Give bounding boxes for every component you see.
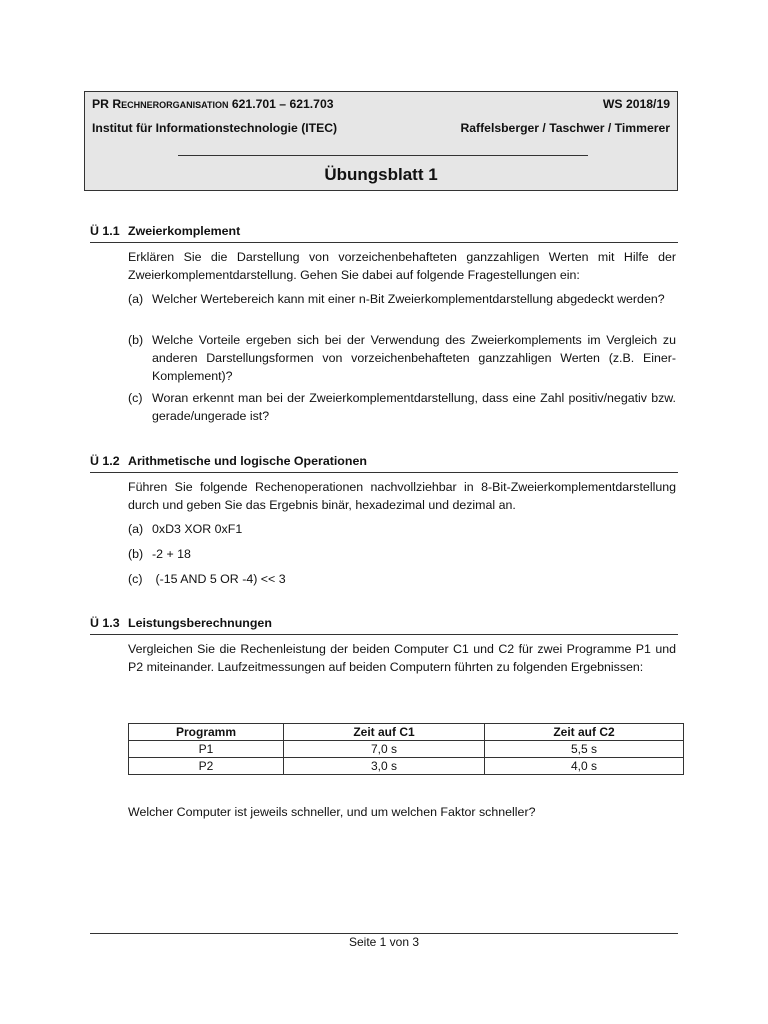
section-heading-1-3 [90,616,678,635]
table-cell: P1 [129,741,284,758]
section-number: Ü 1.1 [90,224,120,238]
table-header-cell: Programm [129,724,284,741]
item-text: 0xD3 XOR 0xF1 [152,522,243,536]
section-number: Ü 1.2 [90,454,120,468]
item-text: Welche Vorteile ergeben sich bei der Verwendung des Zweierkomplements im Vergleich zu anderen Darstellungsformen von vorzeichenbehafteten ganzzahligen Werten (z.B. Einer-Komplement)? [152,333,676,383]
table-row [129,741,684,758]
list-item [128,331,676,385]
page-number: Seite 1 von 3 [348,935,420,949]
item-text: -2 + 18 [152,547,191,561]
section-heading-1-1 [90,224,678,243]
semester: WS 2018/19 [602,97,670,111]
section-intro: Vergleichen Sie die Rechenleistung der beiden Computer C1 und C2 für zwei Programme P1 und P2 miteinander. Laufzeitmessungen auf beiden Computern führten zu folgenden Ergebnissen: [128,642,676,674]
item-text: Welcher Wertebereich kann mit einer n-Bit Zweierkomplementdarstellung abgedeckt werden? [152,292,665,306]
table-header-cell: Zeit auf C1 [284,724,485,741]
section-title: Zweierkomplement [128,224,241,238]
table-cell: 5,5 s [485,741,684,758]
footer-divider [90,933,678,934]
list-item [128,545,676,563]
section-title: Arithmetische und logische Operationen [128,454,367,468]
item-text: Woran erkennt man bei der Zweierkomplementdarstellung, dass eine Zahl positiv/negativ bzw. gerade/ungerade ist? [152,391,676,423]
table-cell: 3,0 s [284,758,485,775]
table-cell: 4,0 s [485,758,684,775]
table-cell: P2 [129,758,284,775]
table-cell: 7,0 s [284,741,485,758]
section-intro: Erklären Sie die Darstellung von vorzeichenbehafteten ganzzahligen Werten mit Hilfe der Zweierkomplementdarstellung. Gehen Sie dabei auf folgende Fragestellungen ein: [128,250,676,282]
item-label: (c) [128,572,143,586]
course-title: PR Rechnerorganisation 621.701 – 621.703 [92,97,334,111]
table-header-row [129,724,684,741]
table-row [129,758,684,775]
list-item [128,389,676,425]
section-question: Welcher Computer ist jeweils schneller, und um welchen Faktor schneller? [128,805,536,819]
sheet-title: Übungsblatt 1 [324,165,438,184]
item-label: (b) [128,547,144,561]
list-item [128,520,676,538]
item-label: (a) [128,522,144,536]
section-title: Leistungsberechnungen [128,616,272,630]
item-label: (b) [128,333,144,347]
table-header-cell: Zeit auf C2 [485,724,684,741]
authors: Raffelsberger / Taschwer / Timmerer [460,121,670,135]
item-text: (-15 AND 5 OR -4) << 3 [152,572,286,586]
section-intro: Führen Sie folgende Rechenoperationen nachvollziehbar in 8-Bit-Zweierkomplementdarstellung durch und geben Sie das Ergebnis binär, hexadezimal und dezimal an. [128,480,676,512]
header-divider [178,155,588,156]
item-label: (c) [128,391,143,405]
list-item [128,290,676,308]
runtime-table [128,723,684,775]
list-item [128,570,676,588]
institute: Institut für Informationstechnologie (ITEC) [92,121,338,135]
section-number: Ü 1.3 [90,616,120,630]
header-box [84,91,678,191]
section-heading-1-2 [90,454,678,473]
item-label: (a) [128,292,144,306]
